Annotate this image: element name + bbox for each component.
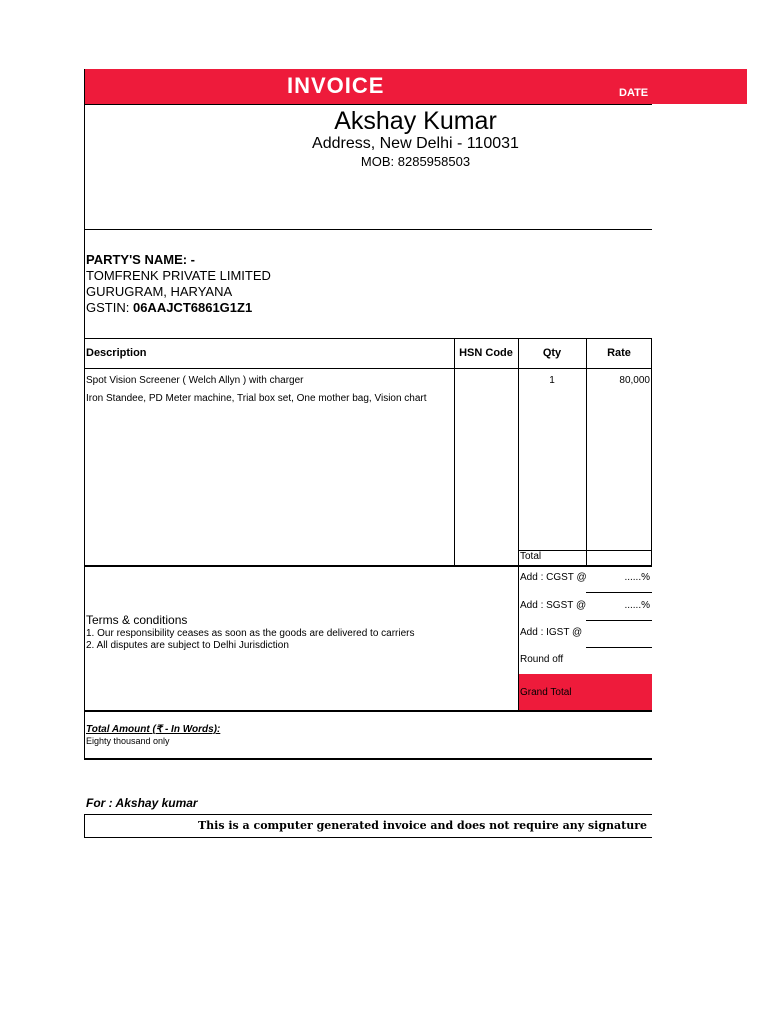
item-description: Iron Standee, PD Meter machine, Trial box set, One mother bag, Vision chart [86, 393, 427, 404]
amount-words-bottom-line [84, 758, 652, 760]
party-company: TOMFRENK PRIVATE LIMITED [86, 268, 271, 283]
igst-label: Add : IGST @ [520, 627, 583, 638]
sgst-line [586, 620, 652, 621]
seller-name: Akshay Kumar [334, 107, 497, 135]
col-header-qty: Qty [542, 347, 562, 359]
terms-line-1: 1. Our responsibility ceases as soon as the goods are delivered to carriers [86, 628, 415, 639]
col-header-rate: Rate [607, 347, 631, 359]
computer-generated-note: This is a computer generated invoice and does not require any signature [197, 819, 648, 832]
table-bottom-line [84, 565, 652, 567]
table-row [86, 375, 451, 386]
col-header-description: Description [86, 347, 147, 359]
for-signatory: For : Akshay kumar [86, 796, 198, 810]
terms-line-2: 2. All disputes are subject to Delhi Jurisdiction [86, 640, 289, 651]
party-location: GURUGRAM, HARYANA [86, 284, 233, 299]
seller-address: Address, New Delhi - 110031 [312, 135, 519, 152]
table-top-line [84, 338, 652, 339]
header-bottom-line [84, 104, 652, 105]
table-col-qty [518, 338, 519, 566]
item-rate: 80,000 [619, 375, 650, 386]
total-label: Total [520, 551, 542, 562]
invoice-title: INVOICE [287, 73, 385, 98]
grand-total-label: Grand Total [520, 687, 572, 698]
gstin-value: 06AAJCT6861G1Z1 [132, 300, 253, 315]
sgst-value: ......% [624, 600, 650, 611]
item-qty: 1 [549, 375, 555, 386]
amount-words-label: Total Amount (₹ - In Words): [86, 724, 221, 735]
date-label: DATE [619, 87, 649, 99]
totals-bottom-line [84, 710, 652, 712]
terms-heading: Terms & conditions [86, 613, 188, 627]
amount-words-value: Eighty thousand only [86, 736, 170, 746]
seller-bottom-line [84, 229, 652, 230]
table-col-rate [586, 338, 587, 566]
table-right-border [651, 338, 652, 566]
cgst-line [586, 592, 652, 593]
seller-mobile: MOB: 8285958503 [360, 154, 471, 169]
cgst-value: ......% [624, 572, 650, 583]
table-col-hsn [454, 338, 455, 566]
sgst-label: Add : SGST @ [520, 600, 587, 611]
party-heading: PARTY'S NAME: - [86, 252, 196, 267]
gstin-label: GSTIN: [86, 300, 130, 315]
cgst-label: Add : CGST @ [520, 572, 587, 583]
left-border [84, 69, 85, 759]
party-gstin [86, 300, 252, 315]
roundoff-label: Round off [520, 654, 564, 665]
table-header-bottom-line [84, 368, 652, 369]
table-row [86, 393, 451, 404]
item-description: Spot Vision Screener ( Welch Allyn ) with charger [86, 375, 304, 386]
igst-line [586, 647, 652, 648]
col-header-hsn: HSN Code [459, 347, 513, 359]
